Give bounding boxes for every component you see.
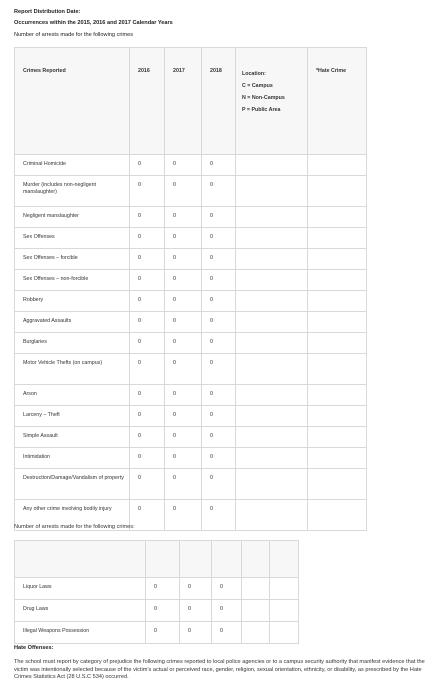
count-cell: 0 <box>202 385 236 406</box>
empty-cell <box>242 600 270 622</box>
table-row <box>15 578 299 600</box>
count-cell: 0 <box>165 228 202 249</box>
hate-crime-cell <box>308 176 367 207</box>
count-cell: 0 <box>165 385 202 406</box>
empty-cell <box>242 622 270 644</box>
count-cell: 0 <box>130 500 165 531</box>
count-cell: 0 <box>165 249 202 270</box>
crime-label: Motor Vehicle Thefts (on campus) <box>15 354 130 385</box>
location-cell <box>236 291 308 312</box>
crime-label: Negligent manslaughter <box>15 207 130 228</box>
count-cell: 0 <box>165 427 202 448</box>
table-row <box>15 622 299 644</box>
crime-label: Burglaries <box>15 333 130 354</box>
table-header-row <box>15 48 367 155</box>
count-cell: 0 <box>130 333 165 354</box>
count-cell: 0 <box>130 176 165 207</box>
count-cell: 0 <box>146 578 180 600</box>
crime-label: Sex Offenses – forcible <box>15 249 130 270</box>
count-cell: 0 <box>165 291 202 312</box>
count-cell: 0 <box>180 600 212 622</box>
crime-label: Simple Assault <box>15 427 130 448</box>
count-cell: 0 <box>180 622 212 644</box>
count-cell: 0 <box>130 406 165 427</box>
crime-label: Any other crime involving bodily injury <box>15 500 130 531</box>
count-cell: 0 <box>130 249 165 270</box>
table-row <box>15 385 367 406</box>
table-row <box>15 600 299 622</box>
count-cell: 0 <box>146 600 180 622</box>
count-cell: 0 <box>130 207 165 228</box>
hate-crime-cell <box>308 155 367 176</box>
table-row <box>15 312 367 333</box>
crime-label: Aggravated Assaults <box>15 312 130 333</box>
count-cell: 0 <box>130 427 165 448</box>
crime-label: Sex Offenses <box>15 228 130 249</box>
header-location-legend <box>236 48 308 155</box>
count-cell: 0 <box>165 176 202 207</box>
empty-cell <box>270 578 299 600</box>
count-cell: 0 <box>202 207 236 228</box>
arrest-label: Drug Laws <box>15 600 146 622</box>
table-row <box>15 333 367 354</box>
table-row <box>15 469 367 500</box>
count-cell: 0 <box>202 176 236 207</box>
crime-label: Sex Offenses – non-forcible <box>15 270 130 291</box>
count-cell: 0 <box>165 469 202 500</box>
hate-crime-cell <box>308 469 367 500</box>
report-distribution-date: Report Distribution Date: <box>14 9 81 15</box>
count-cell: 0 <box>165 155 202 176</box>
count-cell: 0 <box>130 291 165 312</box>
location-campus: C = Campus <box>242 83 273 89</box>
count-cell: 0 <box>165 406 202 427</box>
location-cell <box>236 228 308 249</box>
location-cell <box>236 155 308 176</box>
count-cell: 0 <box>202 448 236 469</box>
table-row <box>15 354 367 385</box>
arrests-table <box>14 540 299 644</box>
count-cell: 0 <box>212 578 242 600</box>
hate-crime-cell <box>308 207 367 228</box>
table-row <box>15 270 367 291</box>
table-row <box>15 155 367 176</box>
count-cell: 0 <box>130 312 165 333</box>
table-row <box>15 291 367 312</box>
location-cell <box>236 427 308 448</box>
header-year-2017: 2017 <box>165 48 202 155</box>
hate-crime-cell <box>308 270 367 291</box>
crime-label: Arson <box>15 385 130 406</box>
table-row <box>15 249 367 270</box>
count-cell: 0 <box>202 500 236 531</box>
crime-label: Criminal Homicide <box>15 155 130 176</box>
location-cell <box>236 385 308 406</box>
arrests-header-row <box>15 541 299 578</box>
header-crimes-reported: Crimes Reported <box>15 48 130 155</box>
crime-label: Destruction/Damage/Vandalism of property <box>15 469 130 500</box>
crime-label: Murder (includes non-negligent manslaughter) <box>15 176 130 207</box>
location-cell <box>236 469 308 500</box>
arrests-caption-2: Number of arrests made for the following crimes: <box>14 524 135 530</box>
location-cell <box>236 249 308 270</box>
count-cell: 0 <box>165 500 202 531</box>
table-row <box>15 176 367 207</box>
arrest-label: Liquor Laws <box>15 578 146 600</box>
location-cell <box>236 448 308 469</box>
empty-cell <box>270 600 299 622</box>
count-cell: 0 <box>202 291 236 312</box>
table-row <box>15 427 367 448</box>
count-cell: 0 <box>202 354 236 385</box>
count-cell: 0 <box>212 622 242 644</box>
count-cell: 0 <box>130 448 165 469</box>
count-cell: 0 <box>202 406 236 427</box>
crime-statistics-table <box>14 47 367 531</box>
hate-offenses-title: Hate Offenses: <box>14 645 54 651</box>
count-cell: 0 <box>202 228 236 249</box>
count-cell: 0 <box>130 385 165 406</box>
table-row <box>15 207 367 228</box>
hate-crime-cell <box>308 333 367 354</box>
count-cell: 0 <box>180 578 212 600</box>
count-cell: 0 <box>165 354 202 385</box>
count-cell: 0 <box>202 469 236 500</box>
count-cell: 0 <box>130 270 165 291</box>
location-cell <box>236 270 308 291</box>
crime-label: Larceny – Theft <box>15 406 130 427</box>
empty-cell <box>270 622 299 644</box>
count-cell: 0 <box>130 354 165 385</box>
crime-label: Intimidation <box>15 448 130 469</box>
count-cell: 0 <box>165 270 202 291</box>
location-public-area: P = Public Area <box>242 107 281 113</box>
header-year-2016: 2016 <box>130 48 165 155</box>
count-cell: 0 <box>165 207 202 228</box>
count-cell: 0 <box>202 155 236 176</box>
crime-label: Robbery <box>15 291 130 312</box>
count-cell: 0 <box>202 270 236 291</box>
arrests-caption: Number of arrests made for the following crimes <box>14 32 134 38</box>
location-cell <box>236 312 308 333</box>
count-cell: 0 <box>202 312 236 333</box>
hate-crime-cell <box>308 228 367 249</box>
count-cell: 0 <box>146 622 180 644</box>
table-row <box>15 448 367 469</box>
hate-offenses-body: The school must report by category of prejudice the following crimes reported to local police agencies or to a campus security authority that manifest evidence that the victim was intentionally selected because of the victim’s actual or perceived race, gender, religion, sexual orientation, ethnicity, or disability, as prescribed by the Hate Crimes Statistics Act (28 U.S.C 534) occurred. <box>14 659 425 680</box>
count-cell: 0 <box>212 600 242 622</box>
occurrences-heading: Occurrences within the 2015, 2016 and 2017 Calendar Years <box>14 20 173 26</box>
count-cell: 0 <box>130 228 165 249</box>
count-cell: 0 <box>202 427 236 448</box>
table-row <box>15 228 367 249</box>
location-non-campus: N = Non-Campus <box>242 95 285 101</box>
location-cell <box>236 354 308 385</box>
header-hate-crime: *Hate Crime <box>308 48 367 155</box>
hate-crime-cell <box>308 500 367 531</box>
location-cell <box>236 406 308 427</box>
location-cell <box>236 500 308 531</box>
location-cell <box>236 333 308 354</box>
hate-crime-cell <box>308 249 367 270</box>
count-cell: 0 <box>130 155 165 176</box>
hate-crime-cell <box>308 406 367 427</box>
arrest-label: Illegal Weapons Possession <box>15 622 146 644</box>
count-cell: 0 <box>202 333 236 354</box>
location-cell <box>236 207 308 228</box>
count-cell: 0 <box>165 333 202 354</box>
header-year-2018: 2018 <box>202 48 236 155</box>
hate-crime-cell <box>308 354 367 385</box>
hate-crime-cell <box>308 448 367 469</box>
table-row <box>15 406 367 427</box>
hate-crime-cell <box>308 385 367 406</box>
count-cell: 0 <box>202 249 236 270</box>
empty-cell <box>242 578 270 600</box>
count-cell: 0 <box>130 469 165 500</box>
hate-crime-cell <box>308 427 367 448</box>
location-title: Location: <box>242 71 266 77</box>
location-cell <box>236 176 308 207</box>
hate-crime-cell <box>308 312 367 333</box>
count-cell: 0 <box>165 312 202 333</box>
hate-crime-cell <box>308 291 367 312</box>
count-cell: 0 <box>165 448 202 469</box>
